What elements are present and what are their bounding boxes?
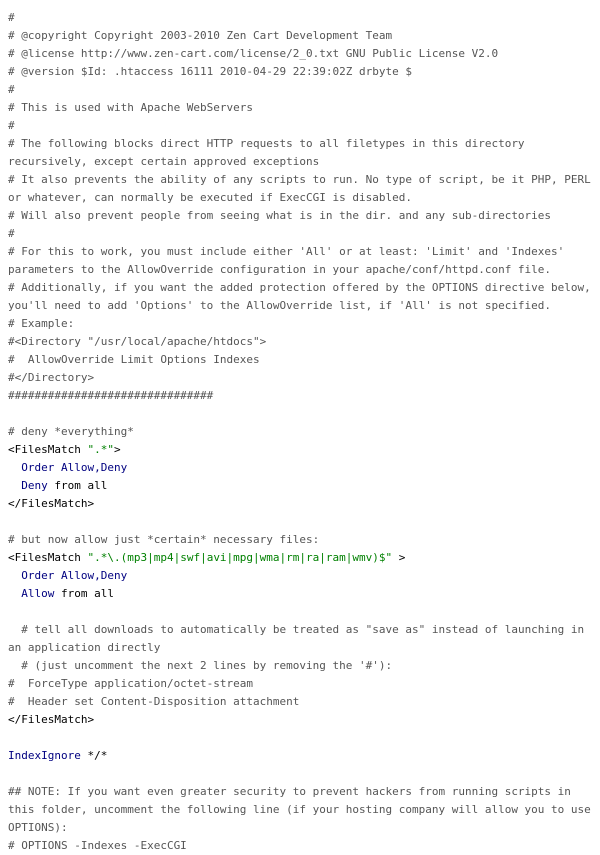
plain-token bbox=[8, 479, 21, 492]
plain-token bbox=[8, 587, 21, 600]
plain-token bbox=[8, 461, 21, 474]
code-line bbox=[8, 441, 592, 459]
comment-token: # Header set Content-Disposition attachment bbox=[8, 695, 300, 708]
tag-token: > bbox=[113, 443, 121, 456]
comment-token: # It also prevents the ability of any scripts to run. No type of script, be it PHP, PERL or whatever, can normally be executed if ExecCGI is disabled. bbox=[8, 173, 598, 204]
code-line bbox=[8, 657, 592, 675]
code-line bbox=[8, 585, 592, 603]
tag-token: > bbox=[392, 551, 406, 564]
code-line bbox=[8, 549, 592, 567]
plain-token bbox=[54, 569, 61, 582]
comment-token: # tell all downloads to automatically be treated as "save as" instead of launching in an application directly bbox=[8, 623, 591, 654]
code-line bbox=[8, 693, 592, 711]
code-line bbox=[8, 315, 592, 333]
comment-token: # OPTIONS -Indexes -ExecCGI bbox=[8, 839, 187, 852]
comment-token: # @license http://www.zen-cart.com/license/2_0.txt GNU Public License V2.0 bbox=[8, 47, 499, 60]
code-line bbox=[8, 351, 592, 369]
comment-token: # This is used with Apache WebServers bbox=[8, 101, 254, 114]
comment-token: # Example: bbox=[8, 317, 75, 330]
comment-token: # Will also prevent people from seeing what is in the dir. and any sub-directories bbox=[8, 209, 552, 222]
comment-token: # bbox=[8, 83, 15, 96]
code-line bbox=[8, 207, 592, 225]
code-line bbox=[8, 477, 592, 495]
code-line bbox=[8, 117, 592, 135]
plain-token: from all bbox=[54, 587, 114, 600]
plain-token: from all bbox=[47, 479, 108, 492]
code-line bbox=[8, 459, 592, 477]
code-line bbox=[8, 27, 592, 45]
directive-token: Order bbox=[21, 569, 55, 582]
plain-token: */* bbox=[80, 749, 108, 762]
comment-token: ## NOTE: If you want even greater security to prevent hackers from running scripts in this folder, uncomment the following line (if your hosting company will allow you to use OPTIONS): bbox=[8, 785, 598, 834]
comment-token: # but now allow just *certain* necessary files: bbox=[8, 533, 320, 546]
blank-line bbox=[8, 405, 592, 423]
string-token: ".*" bbox=[87, 443, 114, 456]
comment-token: #</Directory> bbox=[8, 371, 95, 384]
blank-line bbox=[8, 603, 592, 621]
comment-token: # Additionally, if you want the added protection offered by the OPTIONS directive below, you'll need to add 'Options' to the AllowOverride list, if 'All' is not specified. bbox=[8, 281, 598, 312]
code-line bbox=[8, 711, 592, 729]
comment-token: # bbox=[8, 227, 15, 240]
comment-token: # @version $Id: .htaccess 16111 2010-04-29 22:39:02Z drbyte $ bbox=[8, 65, 412, 78]
blank-line bbox=[8, 765, 592, 783]
code-line bbox=[8, 783, 598, 837]
code-line bbox=[8, 621, 592, 657]
code-line bbox=[8, 423, 592, 441]
code-line bbox=[8, 135, 592, 171]
directive-token: Allow,Deny bbox=[61, 461, 128, 474]
comment-token: # For this to work, you must include either 'All' or at least: 'Limit' and 'Indexes' parameters to the AllowOverride configuration in your apache/conf/httpd.conf file. bbox=[8, 245, 571, 276]
code-line bbox=[8, 81, 592, 99]
code-line bbox=[8, 279, 598, 315]
code-line bbox=[8, 567, 592, 585]
plain-token bbox=[8, 569, 21, 582]
code-line bbox=[8, 225, 592, 243]
directive-token: IndexIgnore bbox=[8, 749, 81, 762]
directive-token: Allow bbox=[21, 587, 55, 600]
tag-token: <FilesMatch bbox=[8, 443, 88, 456]
directive-token: Deny bbox=[21, 479, 48, 492]
comment-token: # ForceType application/octet-stream bbox=[8, 677, 254, 690]
comment-token: ############################### bbox=[8, 389, 214, 402]
code-line bbox=[8, 243, 592, 279]
comment-token: # AllowOverride Limit Options Indexes bbox=[8, 353, 260, 366]
code-line bbox=[8, 333, 592, 351]
plain-token bbox=[54, 461, 61, 474]
code-line bbox=[8, 9, 592, 27]
code-line bbox=[8, 99, 592, 117]
code-line bbox=[8, 837, 592, 855]
tag-token: </FilesMatch> bbox=[8, 713, 95, 726]
tag-token: </FilesMatch> bbox=[8, 497, 95, 510]
comment-token: # bbox=[8, 11, 15, 24]
blank-line bbox=[8, 513, 592, 531]
code-line bbox=[8, 171, 598, 207]
code-line bbox=[8, 675, 592, 693]
tag-token: <FilesMatch bbox=[8, 551, 88, 564]
code-line bbox=[8, 369, 592, 387]
directive-token: Order bbox=[21, 461, 55, 474]
directive-token: Allow,Deny bbox=[61, 569, 128, 582]
code-line bbox=[8, 531, 592, 549]
code-line bbox=[8, 63, 592, 81]
code-line bbox=[8, 495, 592, 513]
string-token: ".*\.(mp3|mp4|swf|avi|mpg|wma|rm|ra|ram|wmv)$" bbox=[87, 551, 393, 564]
code-line bbox=[8, 747, 592, 765]
comment-token: # bbox=[8, 119, 15, 132]
comment-token: # deny *everything* bbox=[8, 425, 134, 438]
code-line bbox=[8, 45, 592, 63]
comment-token: # (just uncomment the next 2 lines by removing the '#'): bbox=[8, 659, 393, 672]
code-line bbox=[8, 387, 592, 405]
comment-token: # @copyright Copyright 2003-2010 Zen Cart Development Team bbox=[8, 29, 393, 42]
comment-token: # The following blocks direct HTTP requests to all filetypes in this directory recursively, except certain approved exceptions bbox=[8, 137, 532, 168]
comment-token: #<Directory "/usr/local/apache/htdocs"> bbox=[8, 335, 267, 348]
blank-line bbox=[8, 729, 592, 747]
